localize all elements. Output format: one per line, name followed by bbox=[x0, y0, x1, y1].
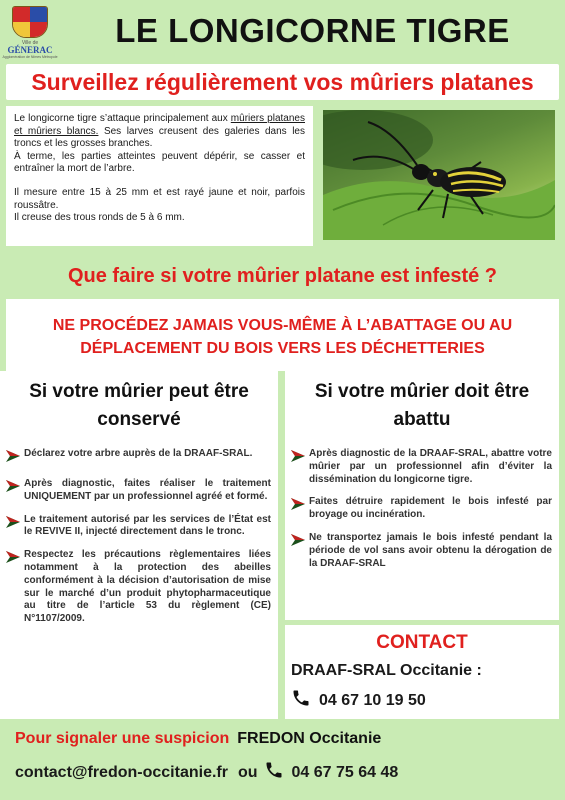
warning-line-2: DÉPLACEMENT DU BOIS VERS LES DÉCHETTERIES bbox=[80, 340, 485, 357]
description-panel bbox=[6, 106, 313, 246]
list-item-text: Déclarez votre arbre auprès de la DRAAF-SRAL. bbox=[24, 448, 253, 459]
description-text: Le longicorne tigre s’attaque principalement aux bbox=[14, 113, 231, 124]
page-title: LE LONGICORNE TIGRE bbox=[115, 12, 510, 49]
contact-organization: DRAAF-SRAL Occitanie : bbox=[291, 662, 482, 679]
chevron-right-icon bbox=[0, 549, 24, 569]
logo-caption: Ville de bbox=[21, 40, 39, 46]
municipality-logo bbox=[2, 6, 58, 64]
report-line bbox=[15, 730, 381, 748]
fell-tree-list bbox=[285, 448, 559, 570]
keep-tree-panel bbox=[0, 371, 278, 719]
description-paragraph-4: Il creuse des trous ronds de 5 à 6 mm. bbox=[14, 212, 185, 224]
keep-tree-heading bbox=[0, 371, 278, 434]
or-label: ou bbox=[237, 763, 258, 781]
coat-of-arms-icon bbox=[12, 6, 48, 38]
phone-icon bbox=[264, 760, 284, 785]
list-item bbox=[285, 532, 559, 570]
report-phone-number[interactable]: 04 67 75 64 48 bbox=[291, 763, 399, 781]
phone-icon bbox=[291, 688, 311, 713]
contact-panel bbox=[285, 625, 559, 719]
list-item-text: Le traitement autorisé par les services de l’État est le REVIVE II, injecté directement dans le tronc. bbox=[24, 513, 271, 538]
fell-tree-heading-line-2: abattu bbox=[393, 409, 451, 430]
description-paragraph-2: À terme, les parties atteintes peuvent dépérir, se casser et entraîner la mort de l’arbre. bbox=[14, 150, 305, 175]
report-organization: FREDON Occitanie bbox=[237, 730, 382, 747]
list-item-text: Après diagnostic, faites réaliser le traitement UNIQUEMENT par un professionnel agréé et formé. bbox=[24, 478, 271, 502]
list-item-text: Respectez les précautions règlementaires liées notamment à la protection des abeilles conformément à la décision d’autorisation de mise sur le marché d’un produit phytopharmaceutique au titre de l’article 53 du règlement (CE) N°1107/2009. bbox=[24, 549, 271, 625]
warning-line-1: NE PROCÉDEZ JAMAIS VOUS-MÊME À L’ABATTAGE OU AU bbox=[52, 317, 513, 334]
chevron-right-icon bbox=[285, 496, 309, 516]
report-email[interactable]: contact@fredon-occitanie.fr bbox=[15, 763, 228, 781]
logo-tagline: Agglomération de Nîmes Métropole bbox=[2, 55, 58, 59]
list-item-text: Après diagnostic de la DRAAF-SRAL, abattre votre mûrier par un professionnel afin d’éviter la dissémination du longicorne tigre. bbox=[309, 448, 552, 485]
list-item bbox=[0, 448, 278, 468]
list-item bbox=[0, 478, 278, 504]
keep-tree-heading-line-1: Si votre mûrier peut être bbox=[29, 381, 249, 402]
list-item bbox=[0, 549, 278, 626]
fell-tree-heading bbox=[285, 371, 559, 434]
description-paragraph-3: Il mesure entre 15 à 25 mm et est rayé jaune et noir, parfois roussâtre. bbox=[14, 186, 305, 211]
subtitle-banner bbox=[6, 64, 559, 100]
list-item-text: Ne transportez jamais le bois infesté pendant la période de vol sans avoir obtenu la dérogation de la DRAAF-SRAL bbox=[309, 531, 552, 569]
list-item-text: Faites détruire rapidement le bois infesté par broyage ou incinération. bbox=[309, 496, 552, 521]
chevron-right-icon bbox=[285, 448, 309, 468]
report-contact-line bbox=[15, 760, 398, 785]
logo-name: GÉNERAC bbox=[7, 45, 53, 55]
chevron-right-icon bbox=[0, 448, 24, 468]
description-paragraph-1 bbox=[14, 113, 305, 151]
host-trees-text: mûriers platanes et mûriers blancs. bbox=[14, 113, 305, 137]
list-item bbox=[0, 514, 278, 540]
chevron-right-icon bbox=[0, 478, 24, 498]
description-text: Ses larves creusent des galeries dans les troncs et les grosses branches. bbox=[14, 125, 305, 150]
keep-tree-heading-line-2: conservé bbox=[97, 409, 181, 430]
report-label: Pour signaler une suspicion bbox=[15, 730, 230, 747]
fell-tree-panel bbox=[285, 371, 559, 620]
contact-phone-row bbox=[285, 688, 559, 713]
warning-banner bbox=[6, 299, 559, 371]
beetle-photo bbox=[323, 110, 555, 240]
contact-phone-number[interactable]: 04 67 10 19 50 bbox=[319, 691, 426, 709]
keep-tree-list bbox=[0, 448, 278, 626]
contact-heading: CONTACT bbox=[376, 632, 468, 653]
chevron-right-icon bbox=[0, 514, 24, 534]
chevron-right-icon bbox=[285, 532, 309, 552]
subtitle-text: Surveillez régulièrement vos mûriers platanes bbox=[31, 69, 534, 95]
beetle-illustration bbox=[323, 110, 555, 240]
list-item bbox=[285, 496, 559, 522]
fell-tree-heading-line-1: Si votre mûrier doit être bbox=[314, 381, 530, 402]
list-item bbox=[285, 448, 559, 486]
question-heading: Que faire si votre mûrier platane est infesté ? bbox=[67, 265, 498, 287]
